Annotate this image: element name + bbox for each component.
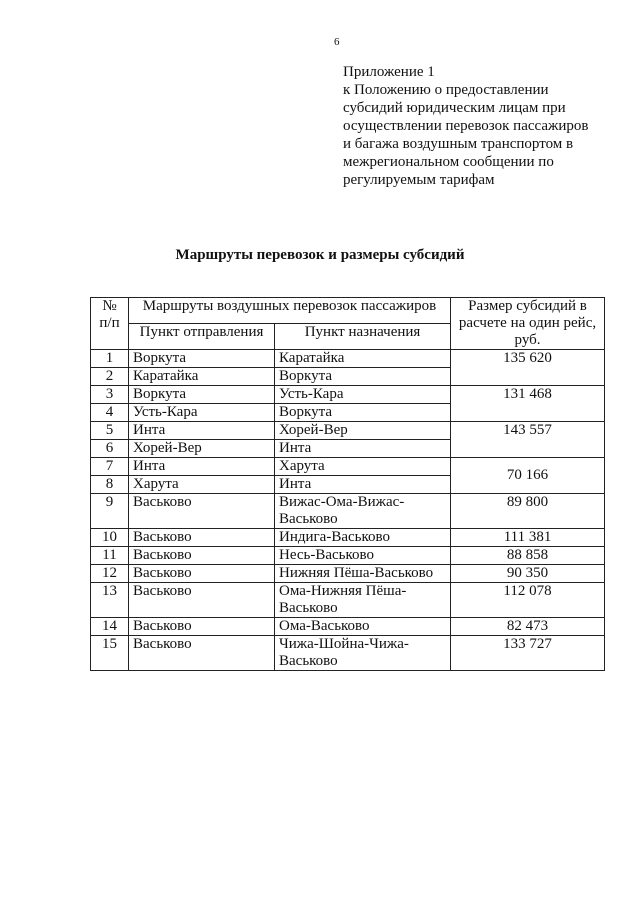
table-row bbox=[91, 583, 605, 618]
departure-cell: Хорей-Вер bbox=[129, 440, 275, 458]
departure-cell: Васьково bbox=[129, 529, 275, 547]
appendix-line: регулируемым тарифам bbox=[343, 172, 495, 188]
routes-table bbox=[90, 297, 605, 671]
row-number: 5 bbox=[91, 422, 129, 440]
subsidy-cell: 112 078 bbox=[451, 583, 605, 618]
table-row bbox=[91, 494, 605, 529]
destination-cell: Воркута bbox=[275, 404, 451, 422]
table-row bbox=[91, 565, 605, 583]
departure-cell: Васьково bbox=[129, 547, 275, 565]
header-departure: Пункт отправления bbox=[129, 324, 275, 350]
subsidy-cell: 70 166 bbox=[451, 458, 605, 494]
table-row bbox=[91, 636, 605, 671]
subsidy-cell: 88 858 bbox=[451, 547, 605, 565]
row-number: 15 bbox=[91, 636, 129, 671]
row-number: 12 bbox=[91, 565, 129, 583]
destination-cell: Индига-Васьково bbox=[275, 529, 451, 547]
departure-cell: Васьково bbox=[129, 618, 275, 636]
row-number: 3 bbox=[91, 386, 129, 404]
appendix-line: субсидий юридическим лицам при bbox=[343, 100, 566, 116]
departure-cell: Каратайка bbox=[129, 368, 275, 386]
appendix-line: и багажа воздушным транспортом в bbox=[343, 136, 574, 152]
departure-cell: Васьково bbox=[129, 583, 275, 618]
row-number: 13 bbox=[91, 583, 129, 618]
row-number: 14 bbox=[91, 618, 129, 636]
departure-cell: Усть-Кара bbox=[129, 404, 275, 422]
header-destination: Пункт назначения bbox=[275, 324, 451, 350]
appendix-line: осуществлении перевозок пассажиров bbox=[343, 118, 589, 134]
departure-cell: Харута bbox=[129, 476, 275, 494]
header-num: № п/п bbox=[91, 298, 129, 350]
departure-cell: Инта bbox=[129, 422, 275, 440]
row-number: 10 bbox=[91, 529, 129, 547]
destination-cell: Вижас-Ома-Вижас-Васьково bbox=[275, 494, 451, 529]
subsidy-cell: 89 800 bbox=[451, 494, 605, 529]
departure-cell: Васьково bbox=[129, 636, 275, 671]
appendix-line: к Положению о предоставлении bbox=[343, 82, 549, 98]
subsidy-cell: 111 381 bbox=[451, 529, 605, 547]
departure-cell: Васьково bbox=[129, 565, 275, 583]
subsidy-cell: 135 620 bbox=[451, 350, 605, 386]
departure-cell: Инта bbox=[129, 458, 275, 476]
destination-cell: Воркута bbox=[275, 368, 451, 386]
row-number: 6 bbox=[91, 440, 129, 458]
subsidy-cell: 131 468 bbox=[451, 386, 605, 422]
destination-cell: Ома-Нижняя Пёша-Васьково bbox=[275, 583, 451, 618]
table-header-row bbox=[91, 298, 605, 324]
destination-cell: Харута bbox=[275, 458, 451, 476]
row-number: 11 bbox=[91, 547, 129, 565]
subsidy-cell: 143 557 bbox=[451, 422, 605, 458]
row-number: 9 bbox=[91, 494, 129, 529]
table-row bbox=[91, 422, 605, 440]
table-row bbox=[91, 529, 605, 547]
row-number: 4 bbox=[91, 404, 129, 422]
destination-cell: Ома-Васьково bbox=[275, 618, 451, 636]
page-number: 6 bbox=[334, 36, 340, 48]
destination-cell: Каратайка bbox=[275, 350, 451, 368]
subsidy-cell: 90 350 bbox=[451, 565, 605, 583]
appendix-note bbox=[343, 63, 633, 189]
table-row bbox=[91, 618, 605, 636]
departure-cell: Васьково bbox=[129, 494, 275, 529]
appendix-line: Приложение 1 bbox=[343, 64, 435, 80]
destination-cell: Хорей-Вер bbox=[275, 422, 451, 440]
table-row bbox=[91, 386, 605, 404]
destination-cell: Инта bbox=[275, 476, 451, 494]
destination-cell: Инта bbox=[275, 440, 451, 458]
document-title: Маршруты перевозок и размеры субсидий bbox=[175, 247, 465, 263]
row-number: 7 bbox=[91, 458, 129, 476]
destination-cell: Несь-Васьково bbox=[275, 547, 451, 565]
departure-cell: Воркута bbox=[129, 386, 275, 404]
table-row bbox=[91, 458, 605, 476]
header-routes: Маршруты воздушных перевозок пассажиров bbox=[129, 298, 451, 324]
subsidy-cell: 133 727 bbox=[451, 636, 605, 671]
destination-cell: Усть-Кара bbox=[275, 386, 451, 404]
appendix-line: межрегиональном сообщении по bbox=[343, 154, 554, 170]
subsidy-cell: 82 473 bbox=[451, 618, 605, 636]
header-subsidy: Размер субсидий в расчете на один рейс, руб. bbox=[451, 298, 605, 350]
table-row bbox=[91, 547, 605, 565]
destination-cell: Нижняя Пёша-Васьково bbox=[275, 565, 451, 583]
row-number: 2 bbox=[91, 368, 129, 386]
row-number: 8 bbox=[91, 476, 129, 494]
departure-cell: Воркута bbox=[129, 350, 275, 368]
table-row bbox=[91, 350, 605, 368]
destination-cell: Чижа-Шойна-Чижа-Васьково bbox=[275, 636, 451, 671]
row-number: 1 bbox=[91, 350, 129, 368]
